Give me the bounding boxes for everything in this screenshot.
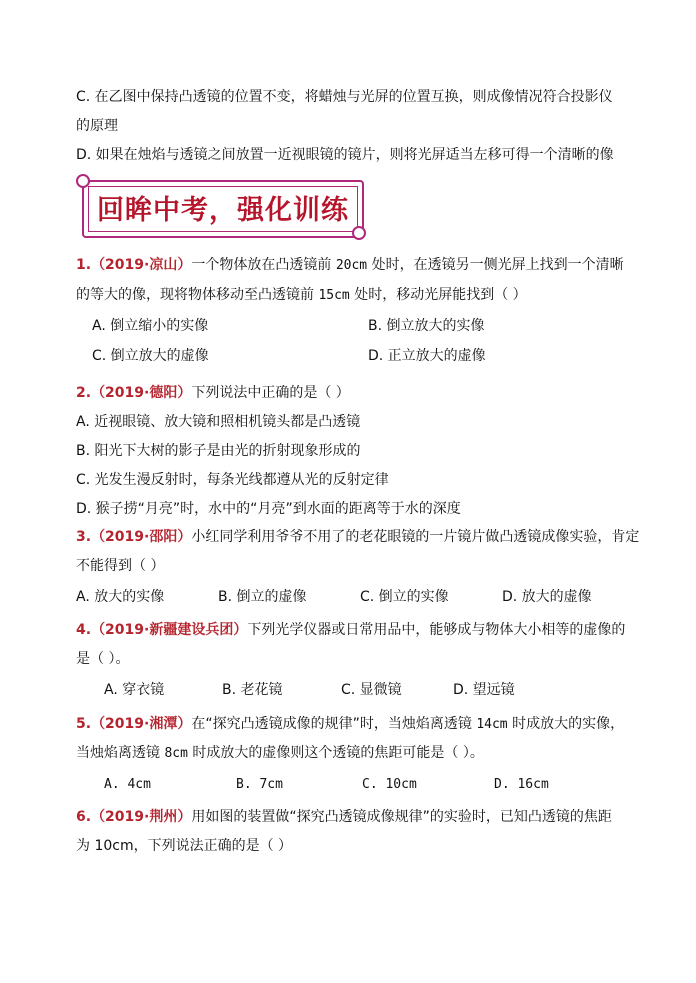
question-number: 2. — [76, 385, 92, 401]
q4-option-c: C. 显微镜 — [341, 682, 402, 698]
q1-option-c: C. 倒立放大的虚像 — [92, 348, 209, 364]
q2-option-a: A. 近视眼镜、放大镜和照相机镜头都是凸透镜 — [76, 414, 361, 430]
question-1-line1 — [76, 256, 624, 275]
q4-option-d: D. 望远镜 — [453, 682, 515, 698]
scroll-curl-icon — [352, 226, 366, 240]
q5-option-c: C. 10cm — [362, 777, 417, 792]
q5-option-a: A. 4cm — [104, 777, 151, 792]
q5-option-b: B. 7cm — [236, 777, 283, 792]
question-text: 小红同学利用爷爷不用了的老花眼镜的一片镜片做凸透镜成像实验，肯定 — [191, 529, 640, 545]
question-text: 的等大的像，现将物体移动至凸透镜前 — [76, 287, 319, 303]
question-source: （2019·荆州） — [91, 809, 192, 825]
question-2-line1 — [76, 384, 350, 402]
question-text: 时成放大的虚像则这个透镜的焦距可能是（ ）。 — [187, 745, 484, 761]
q1-option-d: D. 正立放大的虚像 — [368, 348, 486, 364]
q3-option-d: D. 放大的虚像 — [502, 589, 592, 605]
question-5-line2 — [76, 744, 484, 763]
scroll-curl-icon — [76, 174, 90, 188]
q3-option-b: B. 倒立的虚像 — [218, 589, 307, 605]
q3-option-c: C. 倒立的实像 — [360, 589, 449, 605]
question-number: 1. — [76, 257, 92, 273]
distance-value: 15cm — [318, 288, 350, 303]
prev-option-c-line2: 的原理 — [76, 118, 118, 134]
distance-value: 20cm — [335, 258, 368, 273]
question-text: 用如图的装置做“探究凸透镜成像规律”的实验时，已知凸透镜的焦距 — [191, 809, 612, 825]
question-6-line2: 为 10cm，下列说法正确的是（ ） — [76, 838, 293, 854]
question-text: 在“探究凸透镜成像的规律”时，当烛焰离透镜 — [191, 716, 477, 732]
distance-value: 14cm — [476, 717, 508, 732]
question-source: （2019·德阳） — [91, 385, 192, 401]
q2-option-b: B. 阳光下大树的影子是由光的折射现象形成的 — [76, 443, 361, 459]
q5-option-d: D. 16cm — [494, 777, 549, 792]
question-text: 当烛焰离透镜 — [76, 745, 165, 761]
q3-option-a: A. 放大的实像 — [76, 589, 165, 605]
prev-option-c-line1: C. 在乙图中保持凸透镜的位置不变，将蜡烛与光屏的位置互换，则成像情况符合投影仪 — [76, 89, 613, 105]
question-number: 3. — [76, 529, 92, 545]
question-6-line1 — [76, 808, 612, 826]
question-source: （2019·凉山） — [91, 257, 192, 273]
banner-title: 回眸中考，强化训练 — [97, 195, 349, 226]
question-text: 处时，移动光屏能找到（ ） — [349, 287, 527, 303]
question-number: 5. — [76, 716, 92, 732]
prev-option-d: D. 如果在烛焰与透镜之间放置一近视眼镜的镜片，则将光屏适当左移可得一个清晰的像 — [76, 147, 614, 163]
question-1-line2 — [76, 286, 527, 305]
question-text: 处时，在透镜另一侧光屏上找到一个清晰 — [367, 257, 624, 273]
question-4-line1 — [76, 621, 625, 639]
question-source: （2019·邵阳） — [91, 529, 192, 545]
q1-option-a: A. 倒立缩小的实像 — [92, 318, 209, 334]
question-number: 6. — [76, 809, 92, 825]
q4-option-a: A. 穿衣镜 — [104, 682, 165, 698]
distance-value: 8cm — [164, 746, 188, 761]
question-3-line1 — [76, 528, 639, 546]
question-text: 一个物体放在凸透镜前 — [191, 257, 336, 273]
banner-frame — [82, 180, 364, 238]
question-number: 4. — [76, 622, 92, 638]
q1-option-b: B. 倒立放大的实像 — [368, 318, 485, 334]
question-4-line2: 是（ ）。 — [76, 651, 130, 667]
question-source: （2019·湘潭） — [91, 716, 192, 732]
question-source: （2019·新疆建设兵团） — [91, 622, 248, 638]
question-text: 下列光学仪器或日常用品中，能够成与物体大小相等的虚像的 — [247, 622, 626, 638]
question-text: 时成放大的实像， — [507, 716, 625, 732]
question-5-line1 — [76, 715, 624, 734]
q2-option-d: D. 猴子捞“月亮”时，水中的“月亮”到水面的距离等于水的深度 — [76, 501, 461, 517]
q4-option-b: B. 老花镜 — [222, 682, 283, 698]
question-text: 下列说法中正确的是（ ） — [191, 385, 350, 401]
section-banner — [76, 174, 366, 240]
q2-option-c: C. 光发生漫反射时，每条光线都遵从光的反射定律 — [76, 472, 389, 488]
question-3-line2: 不能得到（ ） — [76, 558, 165, 574]
